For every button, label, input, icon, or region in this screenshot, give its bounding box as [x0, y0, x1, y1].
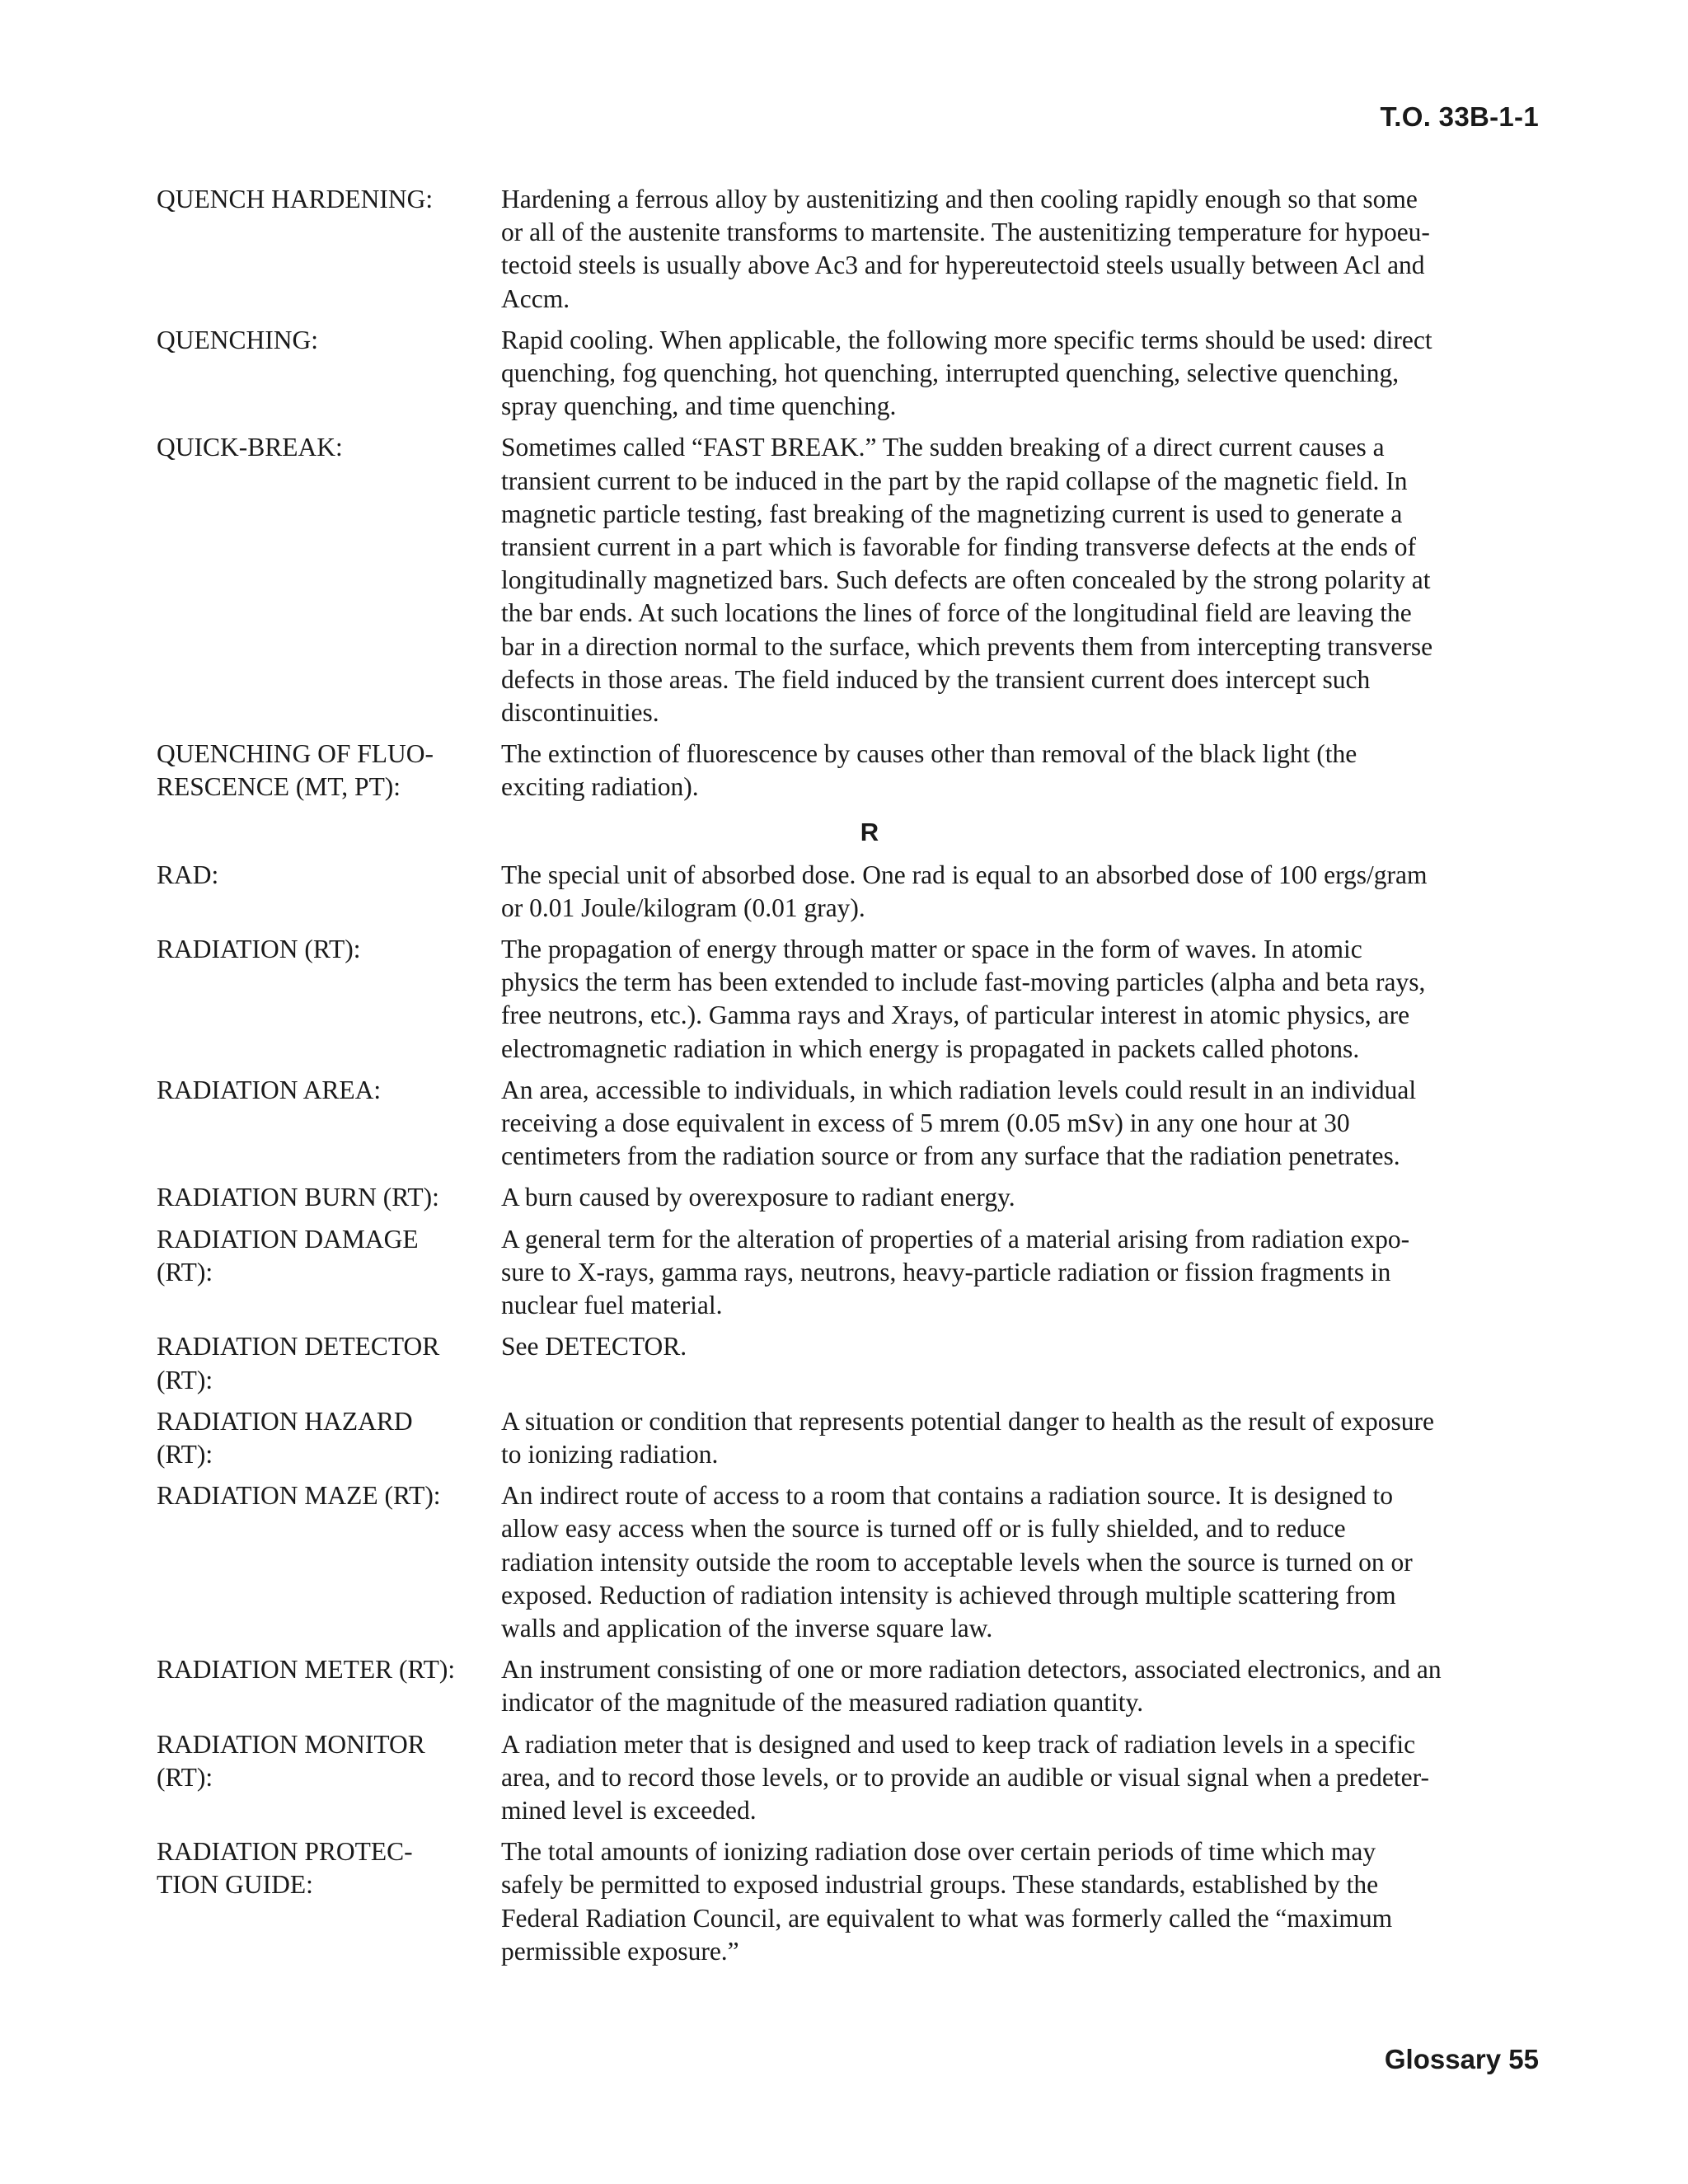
glossary-entry	[157, 1835, 1550, 1968]
term-line: (RT):	[157, 1439, 213, 1469]
definition-line: magnetic particle testing, fast breaking of the magnetizing current is used to generate a	[501, 499, 1403, 528]
term-line: RADIATION BURN (RT):	[157, 1183, 439, 1212]
term-line: RADIATION HAZARD	[157, 1406, 413, 1436]
definition-line: longitudinally magnetized bars. Such defects are often concealed by the strong polarity at	[501, 565, 1431, 595]
definition-line: sure to X-rays, gamma rays, neutrons, heavy-particle radiation or fission fragments in	[501, 1257, 1391, 1286]
glossary-entry	[157, 1479, 1550, 1645]
definition-line: or 0.01 Joule/kilogram (0.01 gray).	[501, 893, 865, 922]
glossary-entry	[157, 1330, 1550, 1396]
definition-line: The extinction of fluorescence by causes other than removal of the black light (the	[501, 739, 1357, 769]
definition-line: An indirect route of access to a room that contains a radiation source. It is designed to	[501, 1481, 1394, 1511]
definition-line: An instrument consisting of one or more radiation detectors, associated electronics, and an	[501, 1655, 1442, 1685]
glossary-term	[157, 1479, 501, 1645]
glossary-definition	[501, 1479, 1550, 1645]
term-line: QUENCH HARDENING:	[157, 185, 434, 213]
term-line: QUENCHING:	[157, 325, 318, 354]
term-line: RADIATION PROTEC-	[157, 1837, 413, 1867]
glossary-definition	[501, 324, 1550, 424]
glossary-term	[157, 1223, 501, 1323]
glossary-entry	[157, 1405, 1550, 1471]
glossary-definition	[501, 859, 1550, 925]
definition-line: area, and to record those levels, or to provide an audible or visual signal when a predeter-	[501, 1762, 1429, 1792]
glossary-entry	[157, 1728, 1550, 1828]
definition-line: the bar ends. At such locations the lines of force of the longitudinal field are leaving the	[501, 598, 1412, 628]
glossary-term	[157, 1835, 501, 1968]
term-line: QUICK-BREAK:	[157, 433, 343, 462]
glossary-definition	[501, 1330, 1550, 1396]
glossary-definition	[501, 1405, 1550, 1471]
definition-line: Accm.	[501, 284, 570, 313]
term-line: RADIATION DETECTOR	[157, 1332, 440, 1361]
page-number: Glossary 55	[1384, 2044, 1539, 2074]
section-letter-heading: R	[860, 817, 879, 846]
glossary-term	[157, 431, 501, 729]
glossary-entry	[157, 1223, 1550, 1323]
glossary-term	[157, 1728, 501, 1828]
glossary-section-q	[157, 183, 1550, 804]
glossary-term	[157, 1181, 501, 1214]
glossary-entry	[157, 738, 1550, 804]
definition-line: permissible exposure.”	[501, 1936, 739, 1966]
glossary-definition	[501, 1728, 1550, 1828]
term-line: RADIATION AREA:	[157, 1075, 382, 1104]
term-line: TION GUIDE:	[157, 1870, 313, 1900]
glossary-term	[157, 183, 501, 316]
definition-line: A situation or condition that represents potential danger to health as the result of exposure	[501, 1406, 1434, 1436]
definition-line: discontinuities.	[501, 698, 659, 728]
definition-line: to ionizing radiation.	[501, 1439, 719, 1469]
glossary-term	[157, 1330, 501, 1396]
definition-line: exciting radiation).	[501, 772, 699, 802]
term-line: (RT):	[157, 1762, 213, 1792]
term-line: (RT):	[157, 1365, 213, 1394]
definition-line: Hardening a ferrous alloy by austenitizing and then cooling rapidly enough so that some	[501, 185, 1418, 213]
definition-line: Rapid cooling. When applicable, the following more specific terms should be used: direct	[501, 325, 1432, 354]
glossary-term	[157, 1405, 501, 1471]
definition-line: allow easy access when the source is turned off or is fully shielded, and to reduce	[501, 1514, 1346, 1544]
glossary-definition	[501, 1835, 1550, 1968]
term-line: RADIATION (RT):	[157, 935, 361, 964]
term-line: RADIATION MAZE (RT):	[157, 1481, 441, 1511]
definition-line: nuclear fuel material.	[501, 1291, 723, 1320]
definition-line: Federal Radiation Council, are equivalent to what was formerly called the “maximum	[501, 1903, 1393, 1933]
glossary-term	[157, 933, 501, 1066]
definition-line: safely be permitted to exposed industrial groups. These standards, established by the	[501, 1870, 1379, 1900]
glossary-entry	[157, 183, 1550, 316]
term-line: RADIATION METER (RT):	[157, 1655, 456, 1685]
glossary-entry	[157, 324, 1550, 424]
glossary-definition	[501, 1223, 1550, 1323]
definition-line: free neutrons, etc.). Gamma rays and Xrays, of particular interest in atomic physics, are	[501, 1001, 1410, 1030]
definition-line: spray quenching, and time quenching.	[501, 391, 897, 421]
glossary-definition	[501, 431, 1550, 729]
definition-line: A burn caused by overexposure to radiant energy.	[501, 1183, 1015, 1212]
definition-line: transient current in a part which is favorable for finding transverse defects at the ends of	[501, 532, 1416, 562]
glossary-entry	[157, 859, 1550, 925]
definition-line: radiation intensity outside the room to acceptable levels when the source is turned on or	[501, 1547, 1413, 1577]
glossary-list	[157, 183, 1550, 1976]
definition-line: The propagation of energy through matter or space in the form of waves. In atomic	[501, 935, 1362, 964]
definition-line: See DETECTOR.	[501, 1332, 687, 1361]
definition-line: The special unit of absorbed dose. One rad is equal to an absorbed dose of 100 ergs/gram	[501, 860, 1428, 889]
glossary-entry	[157, 431, 1550, 729]
glossary-term	[157, 324, 501, 424]
definition-line: walls and application of the inverse square law.	[501, 1613, 993, 1643]
glossary-definition	[501, 933, 1550, 1066]
glossary-term	[157, 859, 501, 925]
glossary-definition	[501, 183, 1550, 316]
definition-line: receiving a dose equivalent in excess of 5 mrem (0.05 mSv) in any one hour at 30	[501, 1108, 1350, 1138]
term-line: QUENCHING OF FLUO-	[157, 739, 434, 769]
glossary-entry	[157, 933, 1550, 1066]
glossary-definition	[501, 738, 1550, 804]
definition-line: defects in those areas. The field induced by the transient current does intercept such	[501, 664, 1371, 694]
definition-line: electromagnetic radiation in which energy is propagated in packets called photons.	[501, 1033, 1360, 1063]
definition-line: An area, accessible to individuals, in which radiation levels could result in an individual	[501, 1075, 1417, 1104]
definition-line: A radiation meter that is designed and used to keep track of radiation levels in a specific	[501, 1729, 1416, 1759]
term-line: (RT):	[157, 1257, 213, 1286]
definition-line: tectoid steels is usually above Ac3 and for hypereutectoid steels usually between Acl and	[501, 251, 1425, 280]
glossary-definition	[501, 1181, 1550, 1214]
glossary-term	[157, 1074, 501, 1174]
term-line: RESCENCE (MT, PT):	[157, 772, 401, 802]
glossary-entry	[157, 1181, 1550, 1214]
glossary-term	[157, 1653, 501, 1719]
definition-line: indicator of the magnitude of the measured radiation quantity.	[501, 1688, 1144, 1718]
term-line: RAD:	[157, 860, 219, 889]
definition-line: or all of the austenite transforms to martensite. The austenitizing temperature for hypoeu-	[501, 218, 1430, 247]
term-line: RADIATION MONITOR	[157, 1729, 425, 1759]
definition-line: A general term for the alteration of properties of a material arising from radiation expo-	[501, 1224, 1410, 1254]
glossary-definition	[501, 1074, 1550, 1174]
glossary-definition	[501, 1653, 1550, 1719]
glossary-entry	[157, 1074, 1550, 1174]
glossary-entry	[157, 1653, 1550, 1719]
definition-line: mined level is exceeded.	[501, 1795, 757, 1825]
definition-line: centimeters from the radiation source or from any surface that the radiation penetrates.	[501, 1141, 1400, 1171]
definition-line: quenching, fog quenching, hot quenching, interrupted quenching, selective quenching,	[501, 359, 1400, 388]
definition-line: Sometimes called “FAST BREAK.” The sudden breaking of a direct current causes a	[501, 433, 1385, 462]
definition-line: The total amounts of ionizing radiation dose over certain periods of time which may	[501, 1837, 1376, 1867]
definition-line: transient current to be induced in the part by the rapid collapse of the magnetic field. In	[501, 466, 1408, 495]
definition-line: bar in a direction normal to the surface, which prevents them from intercepting transverse	[501, 631, 1433, 661]
glossary-term	[157, 738, 501, 804]
term-line: RADIATION DAMAGE	[157, 1224, 419, 1254]
definition-line: exposed. Reduction of radiation intensity is achieved through multiple scattering from	[501, 1580, 1396, 1610]
definition-line: physics the term has been extended to include fast-moving particles (alpha and beta rays,	[501, 968, 1426, 997]
document-id: T.O. 33B-1-1	[1380, 101, 1539, 132]
glossary-section-r	[157, 859, 1550, 1968]
